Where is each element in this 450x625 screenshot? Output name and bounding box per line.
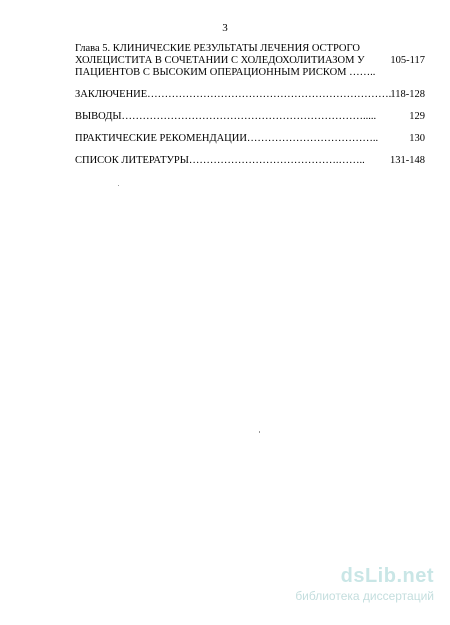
toc-entry-recommendations (75, 133, 435, 145)
scan-speck (118, 185, 119, 186)
toc-entry-conclusion (75, 89, 435, 101)
toc-entry-title (75, 43, 381, 79)
toc-title-line: Глава 5. КЛИНИЧЕСКИЕ РЕЗУЛЬТАТЫ ЛЕЧЕНИЯ ОСТРОГО (75, 43, 360, 54)
toc-entry-pages: 131-148 (390, 155, 425, 166)
table-of-contents (75, 43, 435, 177)
toc-entry-findings (75, 111, 435, 123)
scan-speck (259, 431, 260, 433)
toc-entry-title: ВЫВОДЫ……………………………………………………………..... (75, 111, 377, 122)
toc-entry-title: СПИСОК ЛИТЕРАТУРЫ…………………………………….…….. (75, 155, 365, 166)
toc-entry-references (75, 155, 435, 167)
toc-title-line: ХОЛЕЦИСТИТА В СОЧЕТАНИИ С ХОЛЕДОХОЛИТИАЗОМ У (75, 55, 365, 66)
watermark (295, 565, 434, 603)
toc-title-line: ПАЦИЕНТОВ С ВЫСОКИМ ОПЕРАЦИОННЫМ РИСКОМ …….. (75, 67, 376, 78)
toc-entry-pages: 118-128 (390, 89, 425, 100)
watermark-subtitle: библиотека диссертаций (295, 589, 434, 603)
toc-entry-title: ПРАКТИЧЕСКИЕ РЕКОМЕНДАЦИИ……………………………….. (75, 133, 379, 144)
watermark-logo: dsLib.net (340, 565, 434, 587)
toc-entry-pages: 130 (409, 133, 425, 144)
toc-entry-title: ЗАКЛЮЧЕНИЕ……………………………………………………………. (75, 89, 392, 100)
page-number: 3 (222, 22, 228, 34)
toc-entry-pages: 129 (409, 111, 425, 122)
toc-entry-pages: 105-117 (390, 55, 425, 66)
toc-entry-chapter-5 (75, 43, 435, 79)
